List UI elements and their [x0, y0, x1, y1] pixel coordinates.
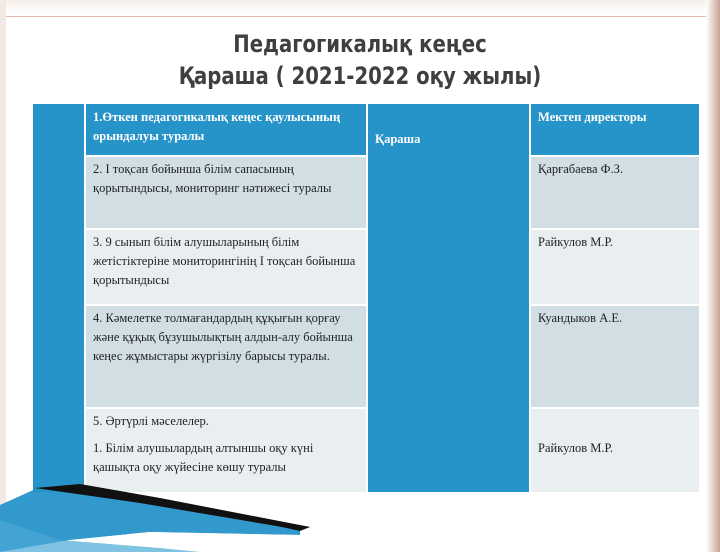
month-text: Қараша — [375, 132, 421, 146]
row-responsible-text: Райкулов М.Р. — [538, 235, 614, 249]
row-topic-text: 3. 9 сынып білім алушыларының білім жетістіктеріне мониторингінің І тоқсан бойынша қорытындысы — [93, 235, 356, 287]
row-responsible-text: Куандыков А.Е. — [538, 311, 623, 325]
row-subtopic-text: 1. Білім алушылардың алтыншы оқу күні қашықта оқу жүйесіне көшу туралы — [93, 441, 314, 474]
slide-subtitle: Қараша ( 2021-2022 оқу жылы) — [178, 62, 542, 90]
row-topic-text: 5. Әртүрлі мәселелер. — [93, 414, 209, 428]
row-topic-text: 4. Кәмелетке толмағандардың құқығын қорғау және құқық бұзушылықтың алдын-алу бойынша кеңес жұмыстары жүргізілу барысы туралы. — [93, 311, 353, 363]
slide-title: Педагогикалық кеңес — [233, 30, 487, 58]
header-topic-text: 1.Өткен педагогикалық кеңес қаулысының орындалуы туралы — [93, 110, 341, 143]
header-responsible-text: Мектеп директоры — [538, 110, 647, 124]
row-topic-text: 2. І тоқсан бойынша білім сапасының қорытындысы, мониторинг нәтижесі туралы — [93, 162, 332, 195]
row-responsible-text: Райкулов М.Р. — [538, 441, 614, 455]
row-responsible-text: Қарғабаева Ф.З. — [538, 162, 624, 176]
